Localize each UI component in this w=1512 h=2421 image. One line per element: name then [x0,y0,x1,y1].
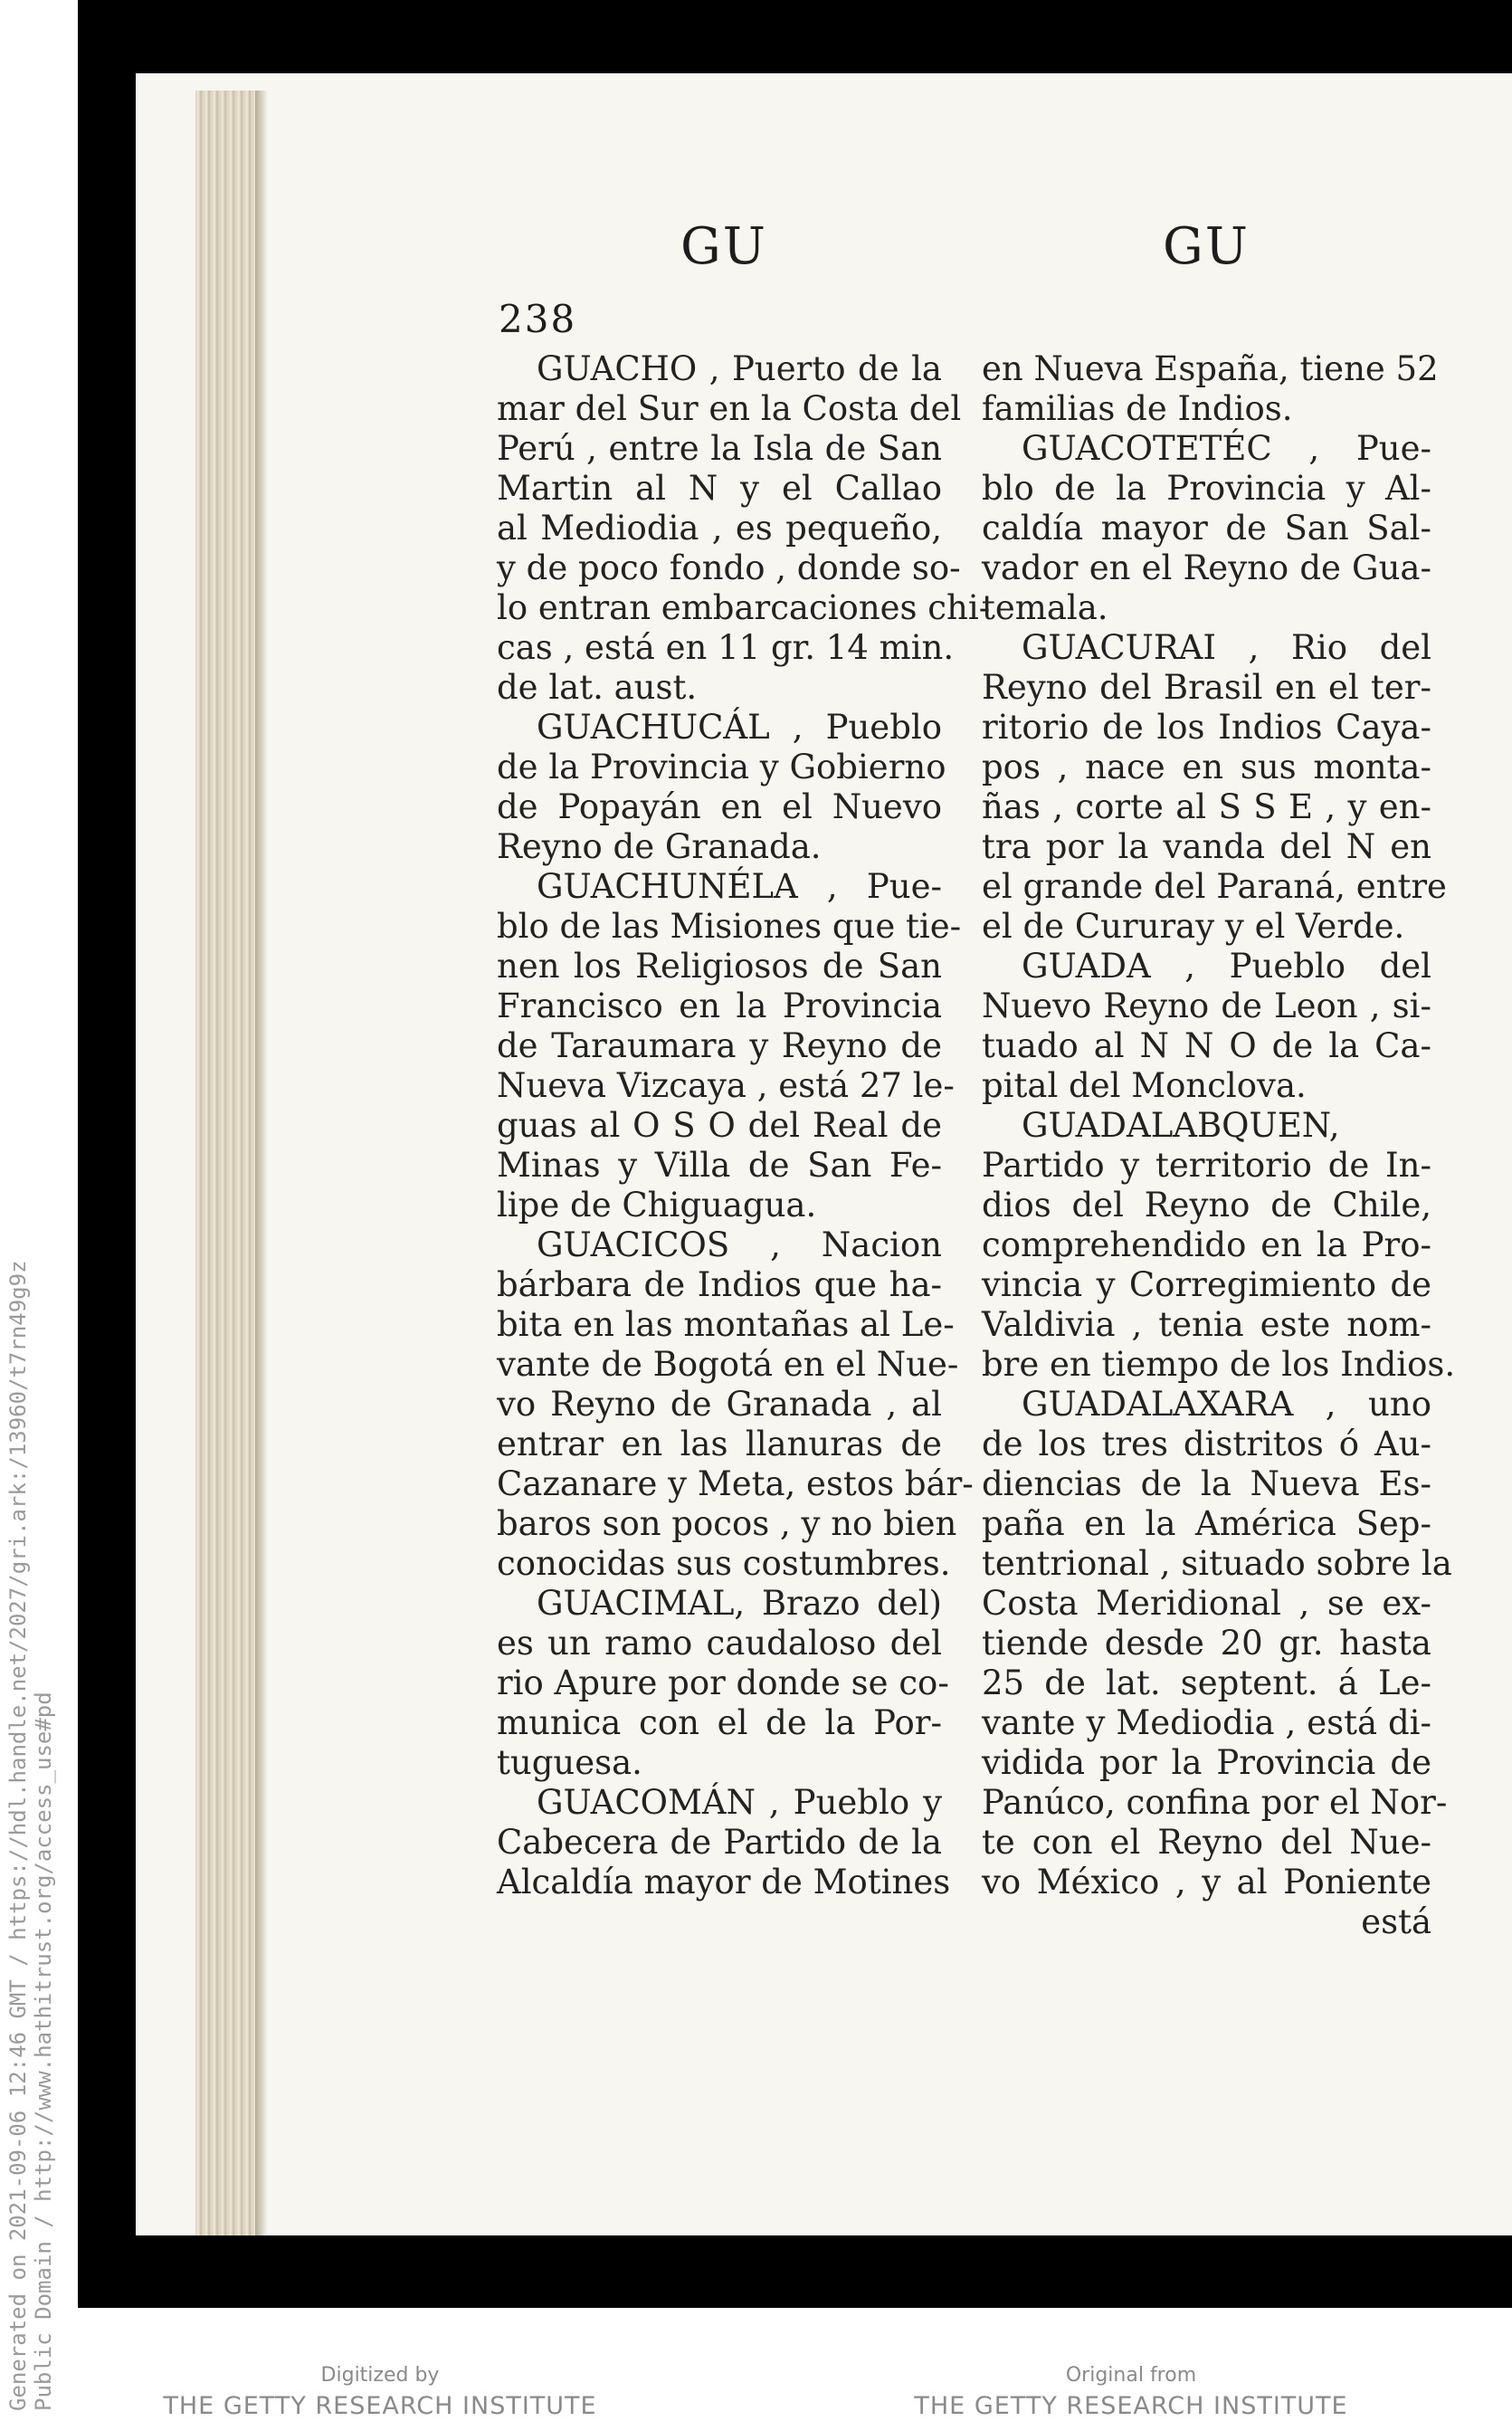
text-line: nen los Religiosos de San [497,947,942,986]
running-head-right: GU [1163,217,1250,276]
text-line: Nuevo Reyno de Leon , si- [982,987,1431,1025]
left-text-column [497,349,991,1902]
text-line: y de poco fondo , donde so- [497,548,961,587]
running-head-left: GU [680,217,767,276]
text-line: baros son pocos , y no bien [497,1504,957,1543]
text-line: de los tres distritos ó Au- [982,1425,1431,1463]
text-line: GUACICOS , Nacion [537,1225,942,1264]
text-line: Martin al N y el Callao [497,469,942,508]
public-domain-note: Public Domain / http://www.hathitrust.org/access_use#pd [31,1692,56,2411]
text-line: el grande del Paraná, entre [982,867,1447,906]
text-line: lipe de Chiguagua. [497,1186,817,1225]
text-line: blo de la Provincia y Al- [982,469,1431,508]
footer-digitized-institution: THE GETTY RESEARCH INSTITUTE [163,2392,597,2420]
text-line: Cabecera de Partido de la [497,1823,942,1862]
text-line: ritorio de los Indios Caya- [982,708,1431,747]
text-line: mar del Sur en la Costa del [497,389,962,428]
right-text-column [982,349,1456,1942]
text-line: vidida por la Provincia de [982,1743,1431,1782]
text-line: el de Cururay y el Verde. [982,907,1405,946]
text-line: tuado al N N O de la Ca- [982,1026,1431,1065]
text-line: Valdivia , tenia este nom- [982,1305,1431,1344]
text-line: rio Apure por donde se co- [497,1663,949,1702]
text-line: ñas , corte al S S E , y en- [982,787,1431,826]
text-line: GUADALAXARA , uno [1022,1385,1431,1424]
page-number: 238 [499,297,577,341]
text-line: vante y Mediodia , está di- [982,1703,1431,1742]
text-line: de Popayán en el Nuevo [497,787,942,826]
text-line: temala. [982,588,1108,627]
text-line: es un ramo caudaloso del [497,1624,942,1663]
text-line: Alcaldía mayor de Motines [497,1863,951,1902]
text-line: bita en las montañas al Le- [497,1305,955,1344]
footer-digitized [145,2364,615,2420]
text-line: GUADALABQUEN, [1022,1106,1340,1145]
text-line: vador en el Reyno de Gua- [982,548,1431,587]
text-line: comprehendido en la Pro- [982,1225,1431,1264]
text-line: pos , nace en sus monta- [982,748,1431,786]
text-line: Reyno del Brasil en el ter- [982,668,1431,707]
text-line: de la Provincia y Gobierno [497,748,946,786]
text-line: tentrional , situado sobre la [982,1544,1452,1583]
text-line: entrar en las llanuras de [497,1425,942,1463]
catchword: está [1361,1902,1431,1941]
footer-original [896,2364,1366,2420]
text-line: guas al O S O del Real de [497,1106,942,1145]
text-line: al Mediodia , es pequeño, [497,509,942,548]
text-line: de lat. aust. [497,668,698,707]
text-line: Reyno de Granada. [497,827,822,866]
text-line: de Taraumara y Reyno de [497,1026,942,1065]
text-line: vo Reyno de Granada , al [497,1385,942,1424]
footer-original-label: Original from [1065,2364,1197,2387]
text-line: Cazanare y Meta, estos bár- [497,1464,974,1503]
text-line: Partido y territorio de In- [982,1146,1431,1185]
text-line: en Nueva España, tiene 52 [982,349,1439,388]
text-line: pital del Monclova. [982,1066,1307,1105]
page-gutter-shadow [255,91,268,2235]
text-line: tuguesa. [497,1743,642,1782]
text-line: cas , está en 11 gr. 14 min. [497,628,955,667]
text-line: GUACIMAL, Brazo del) [537,1584,942,1623]
text-line: GUACHUNÉLA , Pue- [537,867,942,906]
text-line: tra por la vanda del N en [982,827,1431,866]
text-line: GUADA , Pueblo del [1022,947,1431,986]
text-line: diencias de la Nueva Es- [982,1464,1431,1503]
page-edge [195,91,255,2235]
text-line: caldía mayor de San Sal- [982,509,1431,548]
text-line: GUACHO , Puerto de la [537,349,942,388]
text-line: GUACOMÁN , Pueblo y [537,1783,942,1822]
text-line: Francisco en la Provincia [497,987,942,1025]
text-line: GUACURAI , Rio del [1022,628,1431,667]
text-line: familias de Indios. [982,389,1293,428]
text-line: 25 de lat. septent. á Le- [982,1663,1431,1702]
text-line: Minas y Villa de San Fe- [497,1146,942,1185]
generated-note: Generated on 2021-09-06 12:46 GMT / https://hdl.handle.net/2027/gri.ark:/13960/t7rn49g9z [5,1260,31,2411]
text-line: vante de Bogotá en el Nue- [497,1345,959,1384]
text-line: Nueva Vizcaya , está 27 le- [497,1066,955,1105]
text-line: vincia y Corregimiento de [982,1265,1431,1304]
text-line: munica con el de la Por- [497,1703,942,1742]
text-line: Panúco, confina por el Nor- [982,1783,1448,1822]
text-line: GUACOTETÉC , Pue- [1022,429,1431,468]
text-line: Costa Meridional , se ex- [982,1584,1431,1623]
text-line: Perú , entre la Isla de San [497,429,942,468]
footer-digitized-label: Digitized by [320,2364,440,2387]
text-line: bárbara de Indios que ha- [497,1265,942,1304]
text-line: lo entran embarcaciones chi- [497,588,991,627]
text-line: blo de las Misiones que tie- [497,907,962,946]
text-line: paña en la América Sep- [982,1504,1431,1543]
text-line: vo México , y al Poniente [982,1863,1431,1902]
text-line: dios del Reyno de Chile, [982,1186,1431,1225]
text-line: bre en tiempo de los Indios. [982,1345,1456,1384]
footer-original-institution: THE GETTY RESEARCH INSTITUTE [914,2392,1348,2420]
text-line: conocidas sus costumbres. [497,1544,951,1583]
text-line: te con el Reyno del Nue- [982,1823,1431,1862]
text-line: GUACHUCÁL , Pueblo [537,708,942,747]
text-line: tiende desde 20 gr. hasta [982,1624,1431,1663]
